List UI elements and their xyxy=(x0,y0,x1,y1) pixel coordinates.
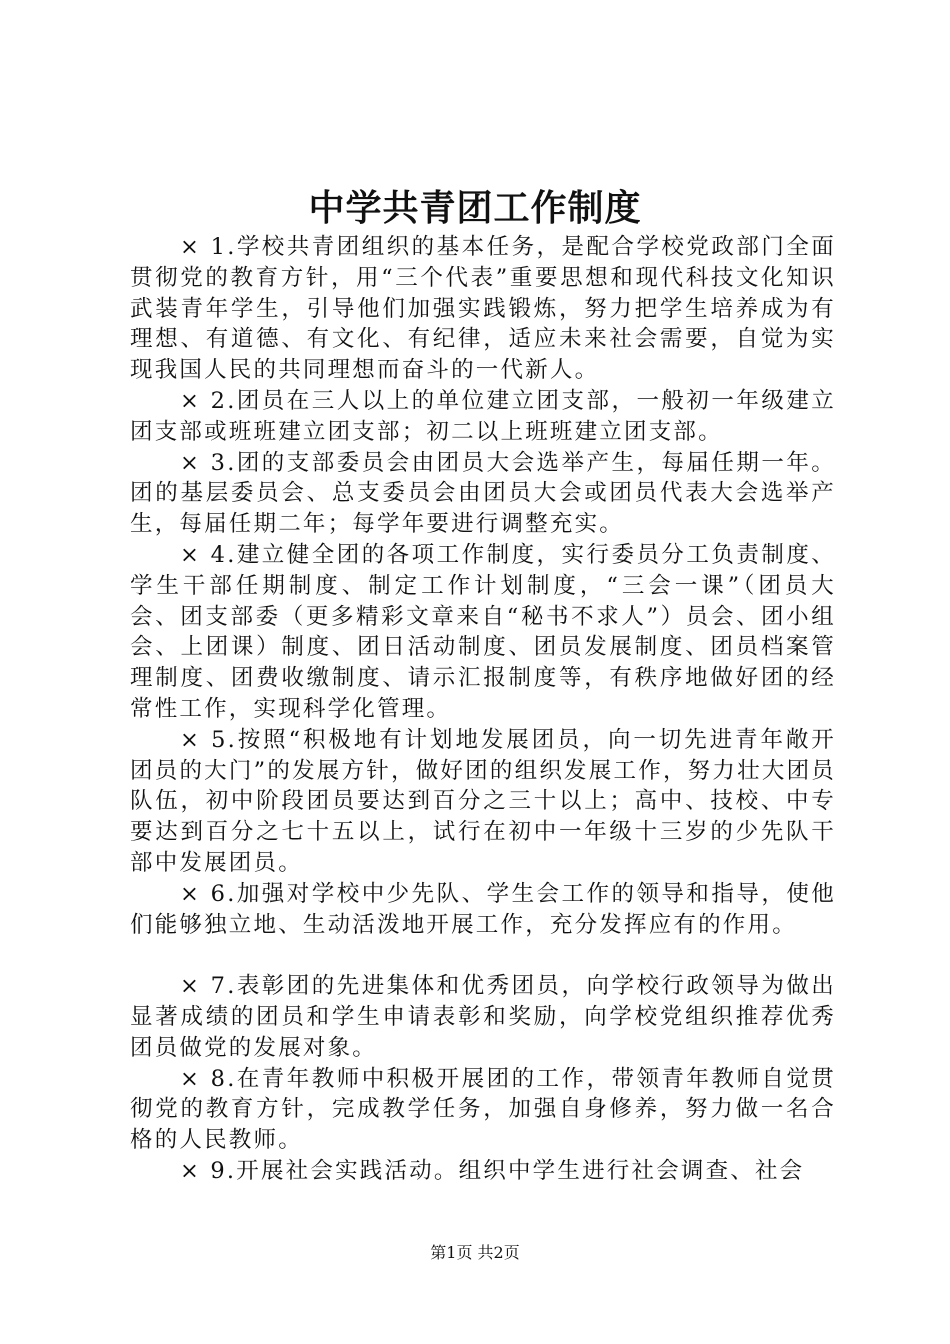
paragraph-7: × 7.表彰团的先进集体和优秀团员，向学校行政领导为做出显著成绩的团员和学生申请表彰和奖励，向学校党组织推荐优秀团员做党的发展对象。 xyxy=(130,973,836,1061)
paragraph-6: × 6.加强对学校中少先队、学生会工作的领导和指导，使他们能够独立地、生动活泼地开展工作，充分发挥应有的作用。 xyxy=(130,880,836,938)
paragraph-9: × 9.开展社会实践活动。组织中学生进行社会调查、社会 xyxy=(180,1157,805,1184)
paragraph-2: × 2.团员在三人以上的单位建立团支部，一般初一年级建立团支部或班班建立团支部；初二以上班班建立团支部。 xyxy=(130,387,836,445)
paragraph-5: × 5.按照“积极地有计划地发展团员，向一切先进青年敞开团员的大门”的发展方针，做好团的组织发展工作，努力壮大团员队伍，初中阶段团员要达到百分之三十以上；高中、技校、中专要达到百分之七十五以上，试行在初中一年级十三岁的少先队干部中发展团员。 xyxy=(130,726,836,876)
page-number: 第1页 共2页 xyxy=(430,1243,520,1262)
paragraph-4: × 4.建立健全团的各项工作制度，实行委员分工负责制度、学生干部任期制度、制定工作计划制度，“三会一课”（团员大会、团支部委（更多精彩文章来自“秘书不求人”）员会、团小组会、上团课）制度、团日活动制度、团员发展制度、团员档案管理制度、团费收缴制度、请示汇报制度等，有秩序地做好团的经常性工作，实现科学化管理。 xyxy=(130,541,836,722)
paragraph-1: × 1.学校共青团组织的基本任务，是配合学校党政部门全面贯彻党的教育方针，用“三个代表”重要思想和现代科技文化知识武装青年学生，引导他们加强实践锻炼，努力把学生培养成为有理想、有道德、有文化、有纪律，适应未来社会需要，自觉为实现我国人民的共同理想而奋斗的一代新人。 xyxy=(130,234,836,384)
document-body xyxy=(130,232,836,1187)
document-title: 中学共青团工作制度 xyxy=(308,187,642,229)
paragraph-3: × 3.团的支部委员会由团员大会选举产生，每届任期一年。团的基层委员会、总支委员会由团员大会或团员代表大会选举产生，每届任期二年；每学年要进行调整充实。 xyxy=(130,449,836,538)
paragraph-8: × 8.在青年教师中积极开展团的工作，带领青年教师自觉贯彻党的教育方针，完成教学任务，加强自身修养，努力做一名合格的人民教师。 xyxy=(130,1065,836,1154)
